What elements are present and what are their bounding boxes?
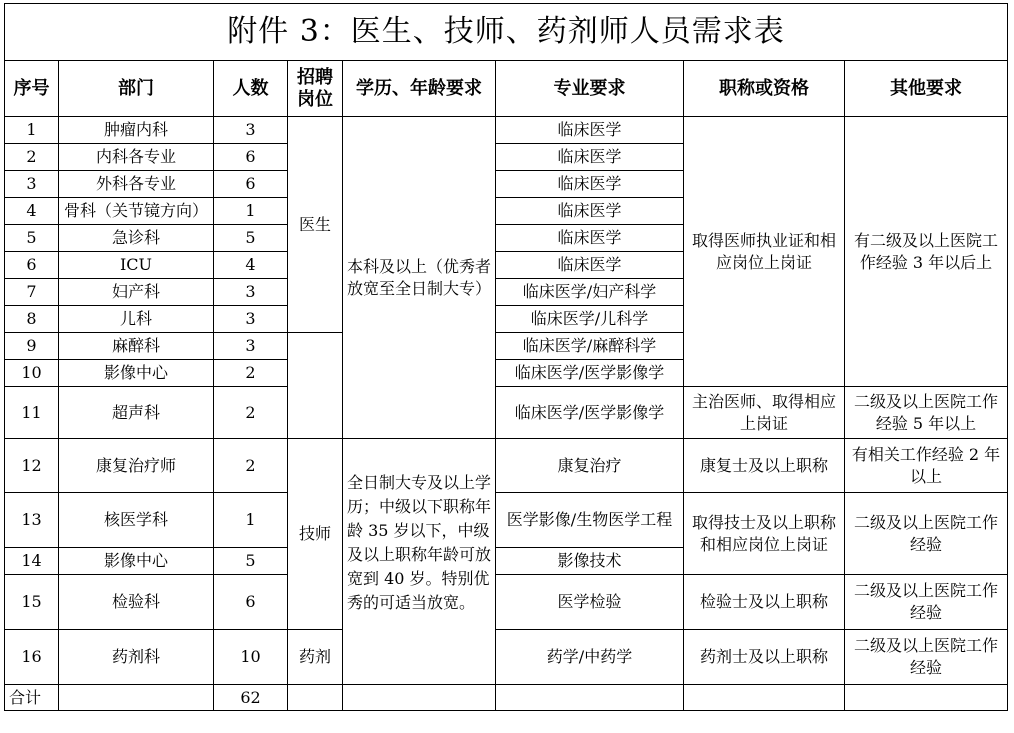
staff-requirement-table xyxy=(4,3,1008,711)
cell-title-12: 康复士及以上职称 xyxy=(684,439,845,493)
cell-seq: 14 xyxy=(5,548,59,575)
cell-major: 药学/中药学 xyxy=(496,630,684,685)
cell-count: 6 xyxy=(214,575,288,630)
cell-seq: 4 xyxy=(5,198,59,225)
header-seq: 序号 xyxy=(5,61,59,117)
cell-count: 1 xyxy=(214,198,288,225)
cell-major: 临床医学/麻醉科学 xyxy=(496,333,684,360)
header-title-qual: 职称或资格 xyxy=(684,61,845,117)
cell-dept: 影像中心 xyxy=(59,548,214,575)
cell-other-11: 二级及以上医院工作经验 5 年以上 xyxy=(845,387,1008,439)
cell-dept: 康复治疗师 xyxy=(59,439,214,493)
total-label: 合计 xyxy=(5,685,59,711)
cell-seq: 6 xyxy=(5,252,59,279)
cell-count: 2 xyxy=(214,439,288,493)
cell-title-15: 检验士及以上职称 xyxy=(684,575,845,630)
table-row xyxy=(5,630,1008,685)
cell-count: 3 xyxy=(214,306,288,333)
cell-dept: 超声科 xyxy=(59,387,214,439)
cell-major: 临床医学 xyxy=(496,225,684,252)
cell-seq: 10 xyxy=(5,360,59,387)
cell-seq: 16 xyxy=(5,630,59,685)
cell-count: 2 xyxy=(214,387,288,439)
cell-dept: 内科各专业 xyxy=(59,144,214,171)
cell-major: 医学检验 xyxy=(496,575,684,630)
table-row xyxy=(5,575,1008,630)
cell-count: 3 xyxy=(214,279,288,306)
cell-position-doctor: 医生 xyxy=(288,117,343,333)
cell-count: 10 xyxy=(214,630,288,685)
cell-edu-doctor: 本科及以上（优秀者放宽至全日制大专） xyxy=(343,117,496,439)
cell-count: 6 xyxy=(214,171,288,198)
cell-dept: 肿瘤内科 xyxy=(59,117,214,144)
cell-count: 5 xyxy=(214,548,288,575)
cell-count: 3 xyxy=(214,117,288,144)
total-empty xyxy=(288,685,343,711)
cell-dept: 麻醉科 xyxy=(59,333,214,360)
cell-count: 6 xyxy=(214,144,288,171)
table-row xyxy=(5,117,1008,144)
cell-major: 临床医学 xyxy=(496,117,684,144)
table-row xyxy=(5,439,1008,493)
cell-major: 临床医学/妇产科学 xyxy=(496,279,684,306)
cell-count: 1 xyxy=(214,493,288,548)
cell-other-13-14: 二级及以上医院工作经验 xyxy=(845,493,1008,575)
cell-seq: 9 xyxy=(5,333,59,360)
cell-position-pharm: 药剂 xyxy=(288,630,343,685)
cell-seq: 2 xyxy=(5,144,59,171)
cell-dept: 妇产科 xyxy=(59,279,214,306)
page-title: 附件 3：医生、技师、药剂师人员需求表 xyxy=(5,4,1008,61)
cell-major: 临床医学 xyxy=(496,198,684,225)
total-count: 62 xyxy=(214,685,288,711)
cell-other-doctor: 有二级及以上医院工作经验 3 年以后上 xyxy=(845,117,1008,387)
cell-seq: 12 xyxy=(5,439,59,493)
total-empty xyxy=(496,685,684,711)
cell-title-11: 主治医师、取得相应上岗证 xyxy=(684,387,845,439)
cell-other-12: 有相关工作经验 2 年以上 xyxy=(845,439,1008,493)
table-row xyxy=(5,493,1008,548)
cell-major: 临床医学/儿科学 xyxy=(496,306,684,333)
cell-position-tech: 技师 xyxy=(288,439,343,630)
cell-major: 临床医学 xyxy=(496,144,684,171)
total-empty xyxy=(343,685,496,711)
cell-title-16: 药剂士及以上职称 xyxy=(684,630,845,685)
cell-dept: 急诊科 xyxy=(59,225,214,252)
cell-other-16: 二级及以上医院工作经验 xyxy=(845,630,1008,685)
cell-major: 临床医学 xyxy=(496,252,684,279)
cell-count: 5 xyxy=(214,225,288,252)
cell-seq: 7 xyxy=(5,279,59,306)
cell-major: 医学影像/生物医学工程 xyxy=(496,493,684,548)
cell-other-15: 二级及以上医院工作经验 xyxy=(845,575,1008,630)
cell-dept: 检验科 xyxy=(59,575,214,630)
total-empty xyxy=(845,685,1008,711)
cell-seq: 11 xyxy=(5,387,59,439)
cell-seq: 5 xyxy=(5,225,59,252)
total-empty xyxy=(684,685,845,711)
cell-seq: 8 xyxy=(5,306,59,333)
cell-major: 康复治疗 xyxy=(496,439,684,493)
cell-dept: 外科各专业 xyxy=(59,171,214,198)
cell-dept: 药剂科 xyxy=(59,630,214,685)
header-count: 人数 xyxy=(214,61,288,117)
cell-dept: 骨科（关节镜方向） xyxy=(59,198,214,225)
cell-dept: 核医学科 xyxy=(59,493,214,548)
cell-edu-tech: 全日制大专及以上学历；中级以下职称年龄 35 岁以下，中级及以上职称年龄可放宽到 40 岁。特别优秀的可适当放宽。 xyxy=(343,439,496,685)
cell-dept: 影像中心 xyxy=(59,360,214,387)
cell-major: 影像技术 xyxy=(496,548,684,575)
header-education: 学历、年龄要求 xyxy=(343,61,496,117)
cell-count: 2 xyxy=(214,360,288,387)
header-other: 其他要求 xyxy=(845,61,1008,117)
cell-seq: 13 xyxy=(5,493,59,548)
cell-seq: 1 xyxy=(5,117,59,144)
total-empty xyxy=(59,685,214,711)
cell-position-empty xyxy=(288,333,343,439)
header-major: 专业要求 xyxy=(496,61,684,117)
cell-major: 临床医学 xyxy=(496,171,684,198)
cell-title-doctor: 取得医师执业证和相应岗位上岗证 xyxy=(684,117,845,387)
cell-count: 4 xyxy=(214,252,288,279)
cell-count: 3 xyxy=(214,333,288,360)
cell-major: 临床医学/医学影像学 xyxy=(496,387,684,439)
cell-dept: 儿科 xyxy=(59,306,214,333)
cell-dept: ICU xyxy=(59,252,214,279)
header-position: 招聘岗位 xyxy=(288,61,343,117)
cell-major: 临床医学/医学影像学 xyxy=(496,360,684,387)
table-row xyxy=(5,387,1008,439)
total-row xyxy=(5,685,1008,711)
cell-seq: 15 xyxy=(5,575,59,630)
header-dept: 部门 xyxy=(59,61,214,117)
cell-title-13-14: 取得技士及以上职称和相应岗位上岗证 xyxy=(684,493,845,575)
cell-seq: 3 xyxy=(5,171,59,198)
